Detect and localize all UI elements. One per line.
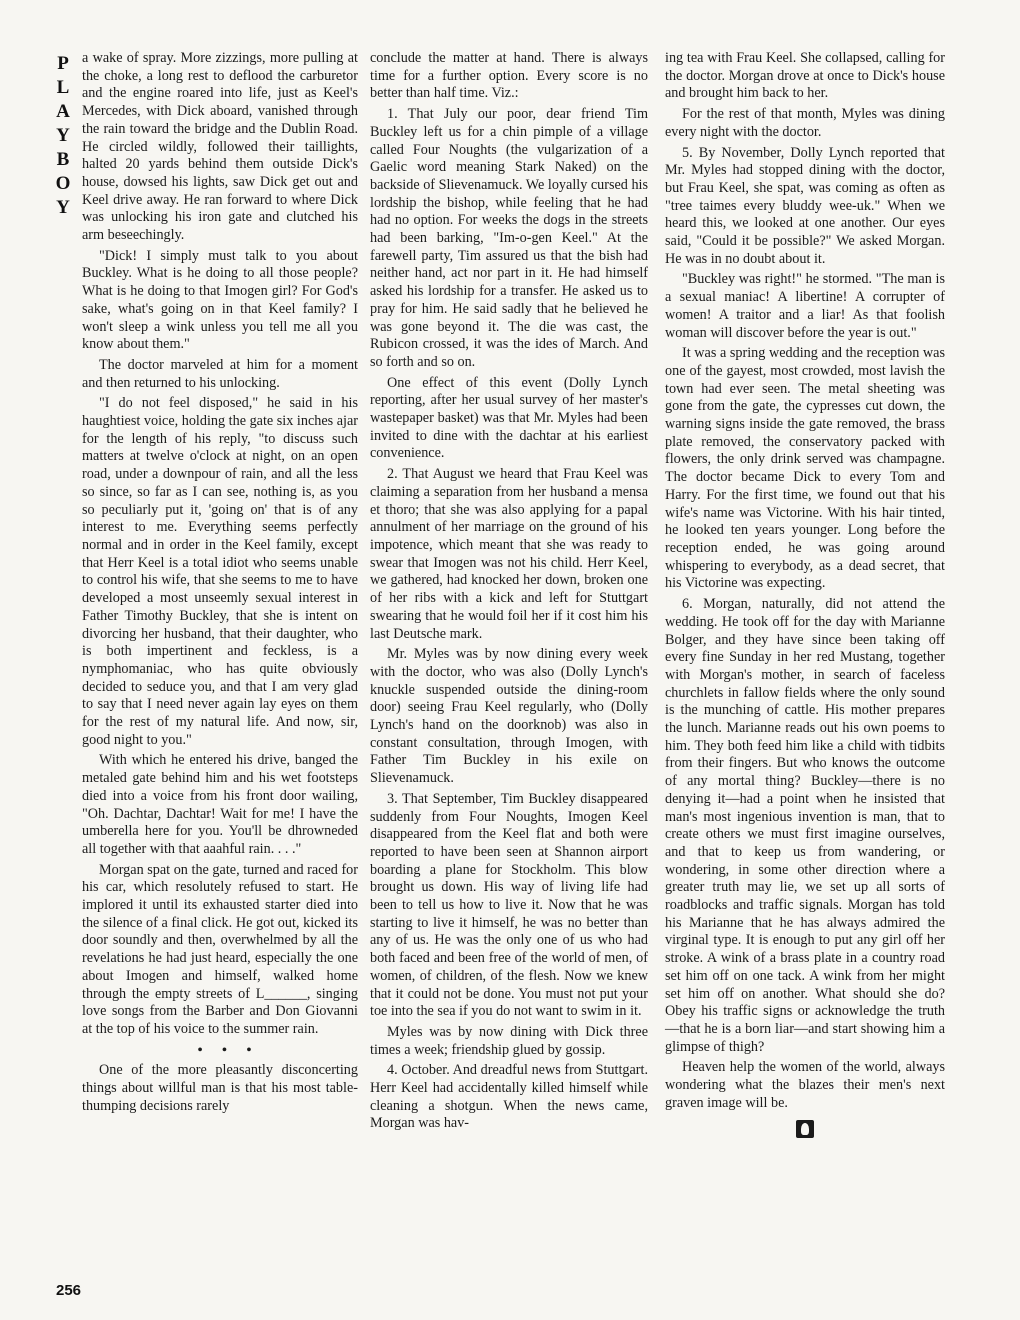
paragraph: Morgan spat on the gate, turned and raced for his car, which resolutely refused to start. He implored it until its exhausted starter died into the silence of a final click. He got out, kicked its door soundly and then, overwhelmed by all the revelations he had just heard, especially the one about Imogen and himself, walked home through the empty streets of L______, singing love songs from the Barber and Don Giovanni at the top of his voice to the summer rain. [82,861,358,1037]
paragraph: ing tea with Frau Keel. She collapsed, calling for the doctor. Morgan drove at once to Dick's house and brought him back to her. [665,50,945,102]
paragraph: 6. Morgan, naturally, did not attend the wedding. He took off for the day with Marianne Bolger, and they have since been taking off every fine Sunday in her red Mustang, together with Morgan's mother, in search of faceless churchlets in fallow fields where the only sound is the munching of cattle. His mother prepares the lunch. Marianne reads out his own poems to him. They both feed him like a child with tidbits from their fingers. But who knows the outcome of any mortal thing? Buckley—there is no denying it—had a point when he insisted that man's most ingenious invention is man, that to create others we must first imagine ourselves, and that to keep us from wandering, or wondering, in some other direction where a greater truth may lie, we set up all sorts of roadblocks and traffic signals. Morgan has told his Marianne that he has always admired the virginal type. It is enough to put any girl off her stroke. A wink of a brass plate in a country road set him off on one tack. A wink from her might set him off on another. What should she do? Obey his traffic signs or acknowledge the truth—that he is a born liar—and start showing him a glimpse of thigh? [665,596,945,1055]
rabbit-end-mark-icon [796,1120,814,1138]
paragraph: It was a spring wedding and the reception was one of the gayest, most crowded, most lavish the town had ever seen. The metal sheeting was gone from the gate, the cypresses cut down, the warning signs inside the gate removed, the brass plate removed, the conservatory packed with flowers, the only drink served was champagne. The doctor became Dick to every Tom and Harry. For the first time, we found out that his wife's name was Victorine. With his hair tinted, he looked ten years younger. Long before the reception ended, he was going around whispering to everybody, as a dead secret, that his Victorine was expecting. [665,345,945,592]
section-break: • • • [197,1042,260,1058]
paragraph: 2. That August we heard that Frau Keel was claiming a separation from her husband a mensa et thoro; that she was also applying for a papal annulment of her marriage on the ground of his impotence, which meant that she was ready to swear that Imogen was not his child. Herr Keel, we gathered, had knocked her down, broken one of her ribs with a kick and left for Stuttgart swearing that he would foil her if it cost him his last Deutsche mark. [370,466,648,642]
side-mark-letter: Y [56,197,70,218]
paragraph: Myles was by now dining with Dick three times a week; friendship glued by gossip. [370,1023,648,1058]
paragraph: Mr. Myles was by now dining every week with the doctor, who was also (Dolly Lynch's knuckle suspended outside the dining-room door) seeing Frau Keel regularly, who (Dolly Lynch's hand on the doorknob) was also in constant consultation, through Imogen, with Father Tim Buckley in his exile on Slievenamuck. [370,646,648,787]
text-column-left [82,50,358,1118]
magazine-side-mark [52,52,74,220]
side-mark-letter: B [56,149,70,170]
paragraph: Heaven help the women of the world, always wondering what the blazes their men's next graven image will be. [665,1059,945,1111]
paragraph: One of the more pleasantly disconcerting things about willful man is that his most table-thumping decisions rarely [82,1062,358,1114]
side-mark-letter: L [56,77,70,98]
text-column-right [665,50,945,1138]
paragraph: 3. That September, Tim Buckley disappeared suddenly from Four Noughts, Imogen Keel disappeared from the Keel flat and both were reported to have been seen at Shannon airport boarding a plane for Stockholm. This blow brought us down. His way of living life had been to tell us how to live it. Now that he was starting to live it himself, he was no better than any of us. He was the only one of us who had both faced and been free of the world of men, of women, of children, of the flesh. Now we knew that it could not be done. You must not put your toe into the sea if you do not want to swim in it. [370,790,648,1020]
paragraph: 5. By November, Dolly Lynch reported that Mr. Myles had stopped dining with the doctor, but Frau Keel, she spat, was coming as often as "tree taimes every bluddy wee-uk." When we heard this, we looked at one another. Our eyes said, "Could it be possible?" We asked Morgan. He was in no doubt about it. [665,144,945,267]
paragraph: 4. October. And dreadful news from Stuttgart. Herr Keel had accidentally killed himself while cleaning a shotgun. When the news came, Morgan was hav- [370,1062,648,1132]
paragraph: "Dick! I simply must talk to you about Buckley. What is he doing to all those people? What is he doing to that Imogen girl? For God's sake, what's going on in that Keel family? I won't sleep a wink unless you tell me all you know about them." [82,247,358,353]
side-mark-letter: Y [56,125,70,146]
text-column-middle [370,50,648,1136]
paragraph: For the rest of that month, Myles was dining every night with the doctor. [665,106,945,140]
paragraph: 1. That July our poor, dear friend Tim Buckley left us for a chin pimple of a village called Four Noughts (the vulgarization of a Gaelic word meaning Stark Naked) on the backside of Slievenamuck. We loyally cursed his lordship the bishop, while feeling that he had had no option. For weeks the dogs in the streets had been barking, "Im-o-gen Keel." At the farewell party, Tim assured us that the bish had neither hand, act nor part in it. He had himself asked his lordship for a transfer. He asked us to pray for him. He said sadly that he believed he was gone beyond it. The die was cast, the Rubicon crossed, it was the ides of March. And so forth and so on. [370,106,648,370]
paragraph: One effect of this event (Dolly Lynch reporting, after her usual survey of her master's wastepaper basket) was that Mr. Myles had been invited to dine with the dachtar at his earliest convenience. [370,374,648,462]
paragraph: With which he entered his drive, banged the metaled gate behind him and his wet footsteps died into a voice from his front door wailing, "Oh. Dachtar, Dachtar! Wait for me! I have the umberella here for you. You'll be dhrowneded all together with that aaahful rain. . . ." [82,752,358,857]
paragraph: a wake of spray. More zizzings, more pulling at the choke, a long rest to deflood the carburetor and the engine roared into life, just as Keel's Mercedes, with Dick aboard, vanished through the rain toward the bridge and the Dublin Road. He circled wildly, followed their taillights, halted 20 yards behind them outside Dick's house, dowsed his lights, saw Dick get out and Keel drive away. He ran forward to where Dick was unlocking his iron gate and clutched his arm beseechingly. [82,50,358,244]
paragraph: conclude the matter at hand. There is always time for a further option. Every score is no better than half time. Viz.: [370,50,648,102]
paragraph: "I do not feel disposed," he said in his haughtiest voice, holding the gate six inches ajar for the length of his reply, "to discuss such matters at twelve o'clock at night, on an open road, under a downpour of rain, and all the less so since, so far as I can see, nothing is, as you so peculiarly put it, 'going on' that is of any interest to me. Everything seems perfectly normal and in order in the Keel family, except that Herr Keel is a total idiot who seems unable to control his wife, that she seems to me to have developed a most unseemly sexual interest in Father Timothy Buckley, that she is intent on divorcing her husband, that their daughter, who is both impertinent and feckless, is a nymphomaniac, who has quite obviously decided to seduce you, and that I am very glad to say that I need never again lay eyes on them for the rest of my natural life. And now, sir, good night to you." [82,395,358,748]
paragraph: The doctor marveled at him for a moment and then returned to his unlocking. [82,356,358,391]
page-number: 256 [56,1282,82,1299]
paragraph: "Buckley was right!" he stormed. "The man is a sexual maniac! A libertine! A corrupter of women! A traitor and a liar! As that foolish woman will discover before the year is out." [665,271,945,341]
side-mark-letter: O [55,173,71,194]
side-mark-letter: A [56,101,70,122]
side-mark-letter: P [57,53,69,74]
